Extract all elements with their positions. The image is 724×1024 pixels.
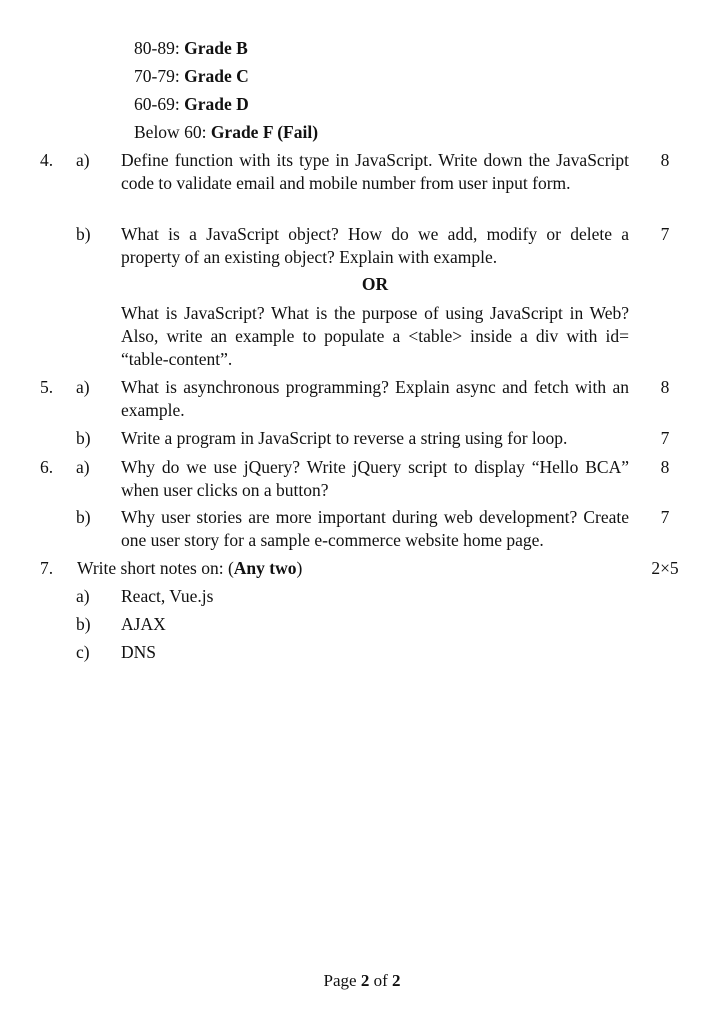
grade-label: Grade D (184, 94, 249, 114)
grade-range: 80-89: (134, 38, 180, 58)
grade-label: Grade B (184, 38, 248, 58)
subquestion-label: a) (76, 150, 90, 170)
subquestion-label: b) (76, 224, 91, 244)
note-label: c) (76, 642, 90, 662)
subquestion-label: b) (76, 428, 91, 448)
subquestion-label: b) (76, 507, 91, 527)
grade-range: Below 60: (134, 122, 207, 142)
marks: 8 (660, 377, 670, 397)
page-footer (0, 969, 724, 992)
question-text: What is a JavaScript object? How do we add, modify or delete a property of an existing object? Explain with example. (121, 224, 629, 267)
page-footer-middle: of (369, 971, 392, 990)
grade-line (134, 93, 249, 116)
grade-line (134, 65, 249, 88)
marks: 7 (660, 428, 670, 448)
question-text: Why user stories are more important during web development? Create one user story for a sample e-commerce website home page. (121, 507, 629, 550)
question-text (77, 557, 302, 580)
note-item: React, Vue.js (121, 586, 214, 606)
note-label: a) (76, 586, 90, 606)
question-text-suffix: ) (296, 558, 303, 578)
grade-label: Grade F (Fail) (210, 122, 319, 142)
marks: 8 (660, 150, 670, 170)
note-item: AJAX (121, 614, 166, 634)
subquestion-label: a) (76, 457, 90, 477)
page-total: 2 (391, 971, 401, 990)
page-current: 2 (360, 971, 370, 990)
question-text-prefix: Write short notes on: ( (77, 558, 234, 578)
page-footer-prefix: Page (323, 971, 361, 990)
grade-label: Grade C (184, 66, 249, 86)
question-text: Write a program in JavaScript to reverse a string using for loop. (121, 428, 568, 448)
marks: 8 (660, 457, 670, 477)
question-text-alternative: What is JavaScript? What is the purpose of using JavaScript in Web? Also, write an example to populate a <table> inside a div with id= “table-content”. (121, 303, 629, 369)
question-text: Define function with its type in JavaScript. Write down the JavaScript code to validate email and mobile number from user input form. (121, 150, 629, 193)
question-number: 4. (40, 150, 54, 170)
question-text: What is asynchronous programming? Explain async and fetch with an example. (121, 377, 629, 420)
grade-line (134, 37, 248, 60)
or-separator: OR (361, 274, 389, 294)
question-number: 7. (40, 558, 54, 578)
note-item: DNS (121, 642, 157, 662)
marks: 7 (660, 224, 670, 244)
question-number: 6. (40, 457, 54, 477)
marks: 7 (660, 507, 670, 527)
question-number: 5. (40, 377, 54, 397)
grade-line (134, 121, 318, 144)
question-text-emphasis: Any two (233, 558, 297, 578)
grade-range: 70-79: (134, 66, 180, 86)
marks: 2×5 (651, 558, 679, 578)
grade-range: 60-69: (134, 94, 180, 114)
note-label: b) (76, 614, 91, 634)
question-text: Why do we use jQuery? Write jQuery script to display “Hello BCA” when user clicks on a button? (121, 457, 629, 500)
subquestion-label: a) (76, 377, 90, 397)
